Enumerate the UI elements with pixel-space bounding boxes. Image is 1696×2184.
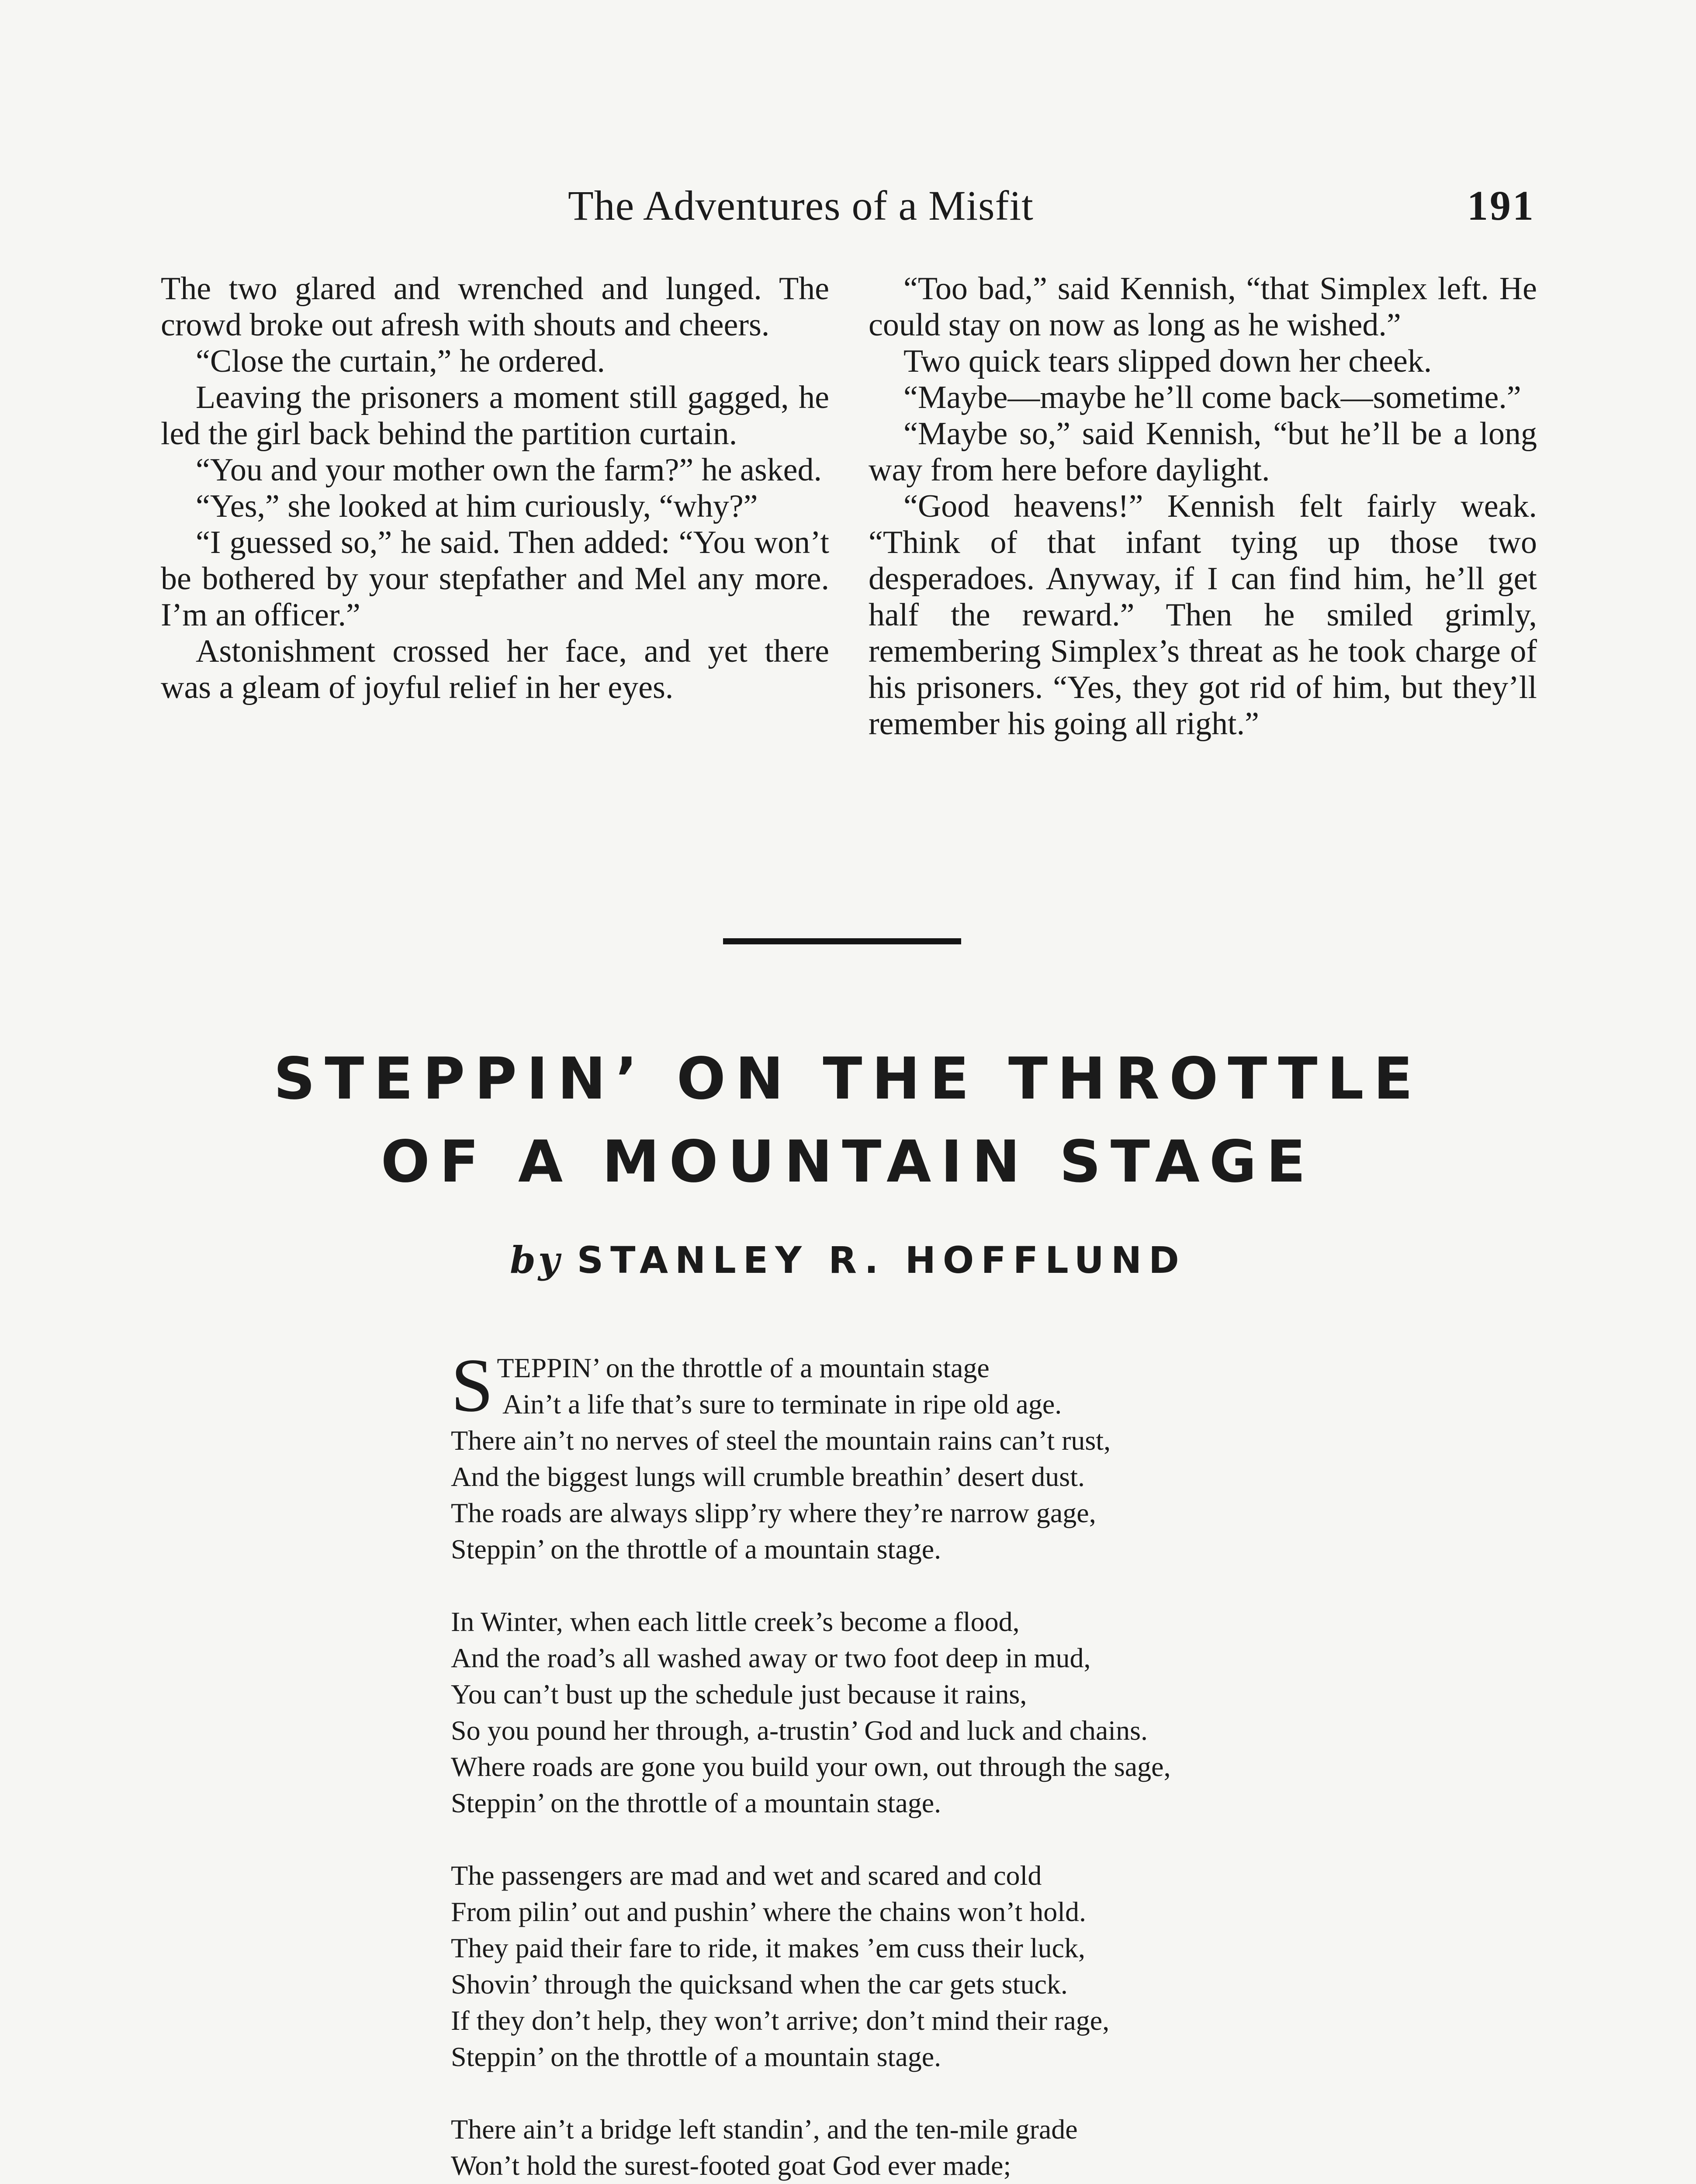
poem-line: Shovin’ through the quicksand when the car gets stuck.: [451, 1969, 1068, 2000]
poem-line: There ain’t a bridge left standin’, and the ten-mile grade: [451, 2114, 1078, 2145]
poem-line: They paid their fare to ride, it makes ’em cuss their luck,: [451, 1932, 1085, 1963]
stanza: [451, 1343, 1456, 1567]
story-columns: [161, 271, 1537, 865]
poem-line: So you pound her through, a-trustin’ God and luck and chains.: [451, 1715, 1148, 1746]
poem-line: Where roads are gone you build your own, out through the sage,: [451, 1751, 1171, 1782]
paragraph: “I guessed so,” he said. Then added: “You won’t be bothered by your stepfather and Mel any more. I’m an officer.”: [161, 525, 829, 633]
paragraph: The two glared and wrenched and lunged. The crowd broke out afresh with shouts and cheers.: [161, 271, 829, 343]
poem-title: [0, 1037, 1696, 1203]
poem-line: And the biggest lungs will crumble breathin’ desert dust.: [451, 1461, 1085, 1492]
poem-line: Ain’t a life that’s sure to terminate in ripe old age.: [502, 1389, 1062, 1420]
paragraph: “You and your mother own the farm?” he asked.: [196, 452, 822, 488]
poem-title-line: STEPPIN’ ON THE THROTTLE: [273, 1045, 1423, 1113]
paragraph: “Maybe so,” said Kennish, “but he’ll be a long way from here before daylight.: [869, 416, 1537, 488]
byline: [0, 1238, 1696, 1282]
left-column: [161, 271, 829, 706]
poem-title-line: OF A MOUNTAIN STAGE: [381, 1128, 1315, 1196]
byline-prefix: by: [510, 1238, 562, 1282]
author-name: STANLEY R. HOFFLUND: [577, 1239, 1186, 1282]
poem-line: Won’t hold the surest-footed goat God ever made;: [451, 2150, 1011, 2181]
poem-body: [451, 1343, 1456, 2184]
running-header: [0, 173, 1696, 242]
poem-line: And the road’s all washed away or two foot deep in mud,: [451, 1642, 1091, 1673]
paragraph: Two quick tears slipped down her cheek.: [903, 343, 1432, 379]
section-divider: [723, 938, 961, 944]
poem-line: Steppin’ on the throttle of a mountain stage.: [451, 1534, 941, 1565]
poem-line: Steppin’ on the throttle of a mountain stage.: [451, 1787, 941, 1818]
poem-line: You can’t bust up the schedule just because it rains,: [451, 1679, 1027, 1710]
poem-line: From pilin’ out and pushin’ where the chains won’t hold.: [451, 1896, 1086, 1927]
poem-line: In Winter, when each little creek’s become a flood,: [451, 1606, 1020, 1637]
poem-line: There ain’t no nerves of steel the mountain rains can’t rust,: [451, 1425, 1111, 1456]
poem-line: Steppin’ on the throttle of a mountain stage.: [451, 2041, 941, 2072]
page-number: 191: [1467, 182, 1535, 229]
stanza: [451, 2111, 1456, 2184]
right-column: [869, 271, 1537, 742]
poem-line: The roads are always slipp’ry where they’re narrow gage,: [451, 1497, 1096, 1528]
paragraph: “Too bad,” said Kennish, “that Simplex left. He could stay on now as long as he wished.”: [869, 271, 1537, 343]
poem-line: The passengers are mad and wet and scared and cold: [451, 1860, 1042, 1891]
running-title: The Adventures of a Misfit: [568, 182, 1034, 229]
paragraph: “Close the curtain,” he ordered.: [196, 343, 605, 379]
paragraph: “Good heavens!” Kennish felt fairly weak. “Think of that infant tying up those two desperadoes. Anyway, if I can find him, he’ll get half the reward.” Then he smiled grimly, remembering Simplex’s threat as he took charge of his prisoners. “Yes, they got rid of him, but they’ll remember his going all right.”: [869, 488, 1537, 742]
paragraph: Leaving the prisoners a moment still gagged, he led the girl back behind the partition curtain.: [161, 380, 829, 452]
stanza: [451, 1603, 1456, 1821]
paragraph: Astonishment crossed her face, and yet there was a gleam of joyful relief in her eyes.: [161, 633, 829, 705]
paragraph: “Yes,” she looked at him curiously, “why?”: [196, 488, 758, 524]
drop-cap: S: [451, 1343, 494, 1427]
poem-line: TEPPIN’ on the throttle of a mountain stage: [497, 1352, 990, 1383]
poem-line: If they don’t help, they won’t arrive; don’t mind their rage,: [451, 2005, 1110, 2036]
stanza: [451, 1857, 1456, 2075]
paragraph: “Maybe—maybe he’ll come back—sometime.”: [903, 380, 1521, 415]
